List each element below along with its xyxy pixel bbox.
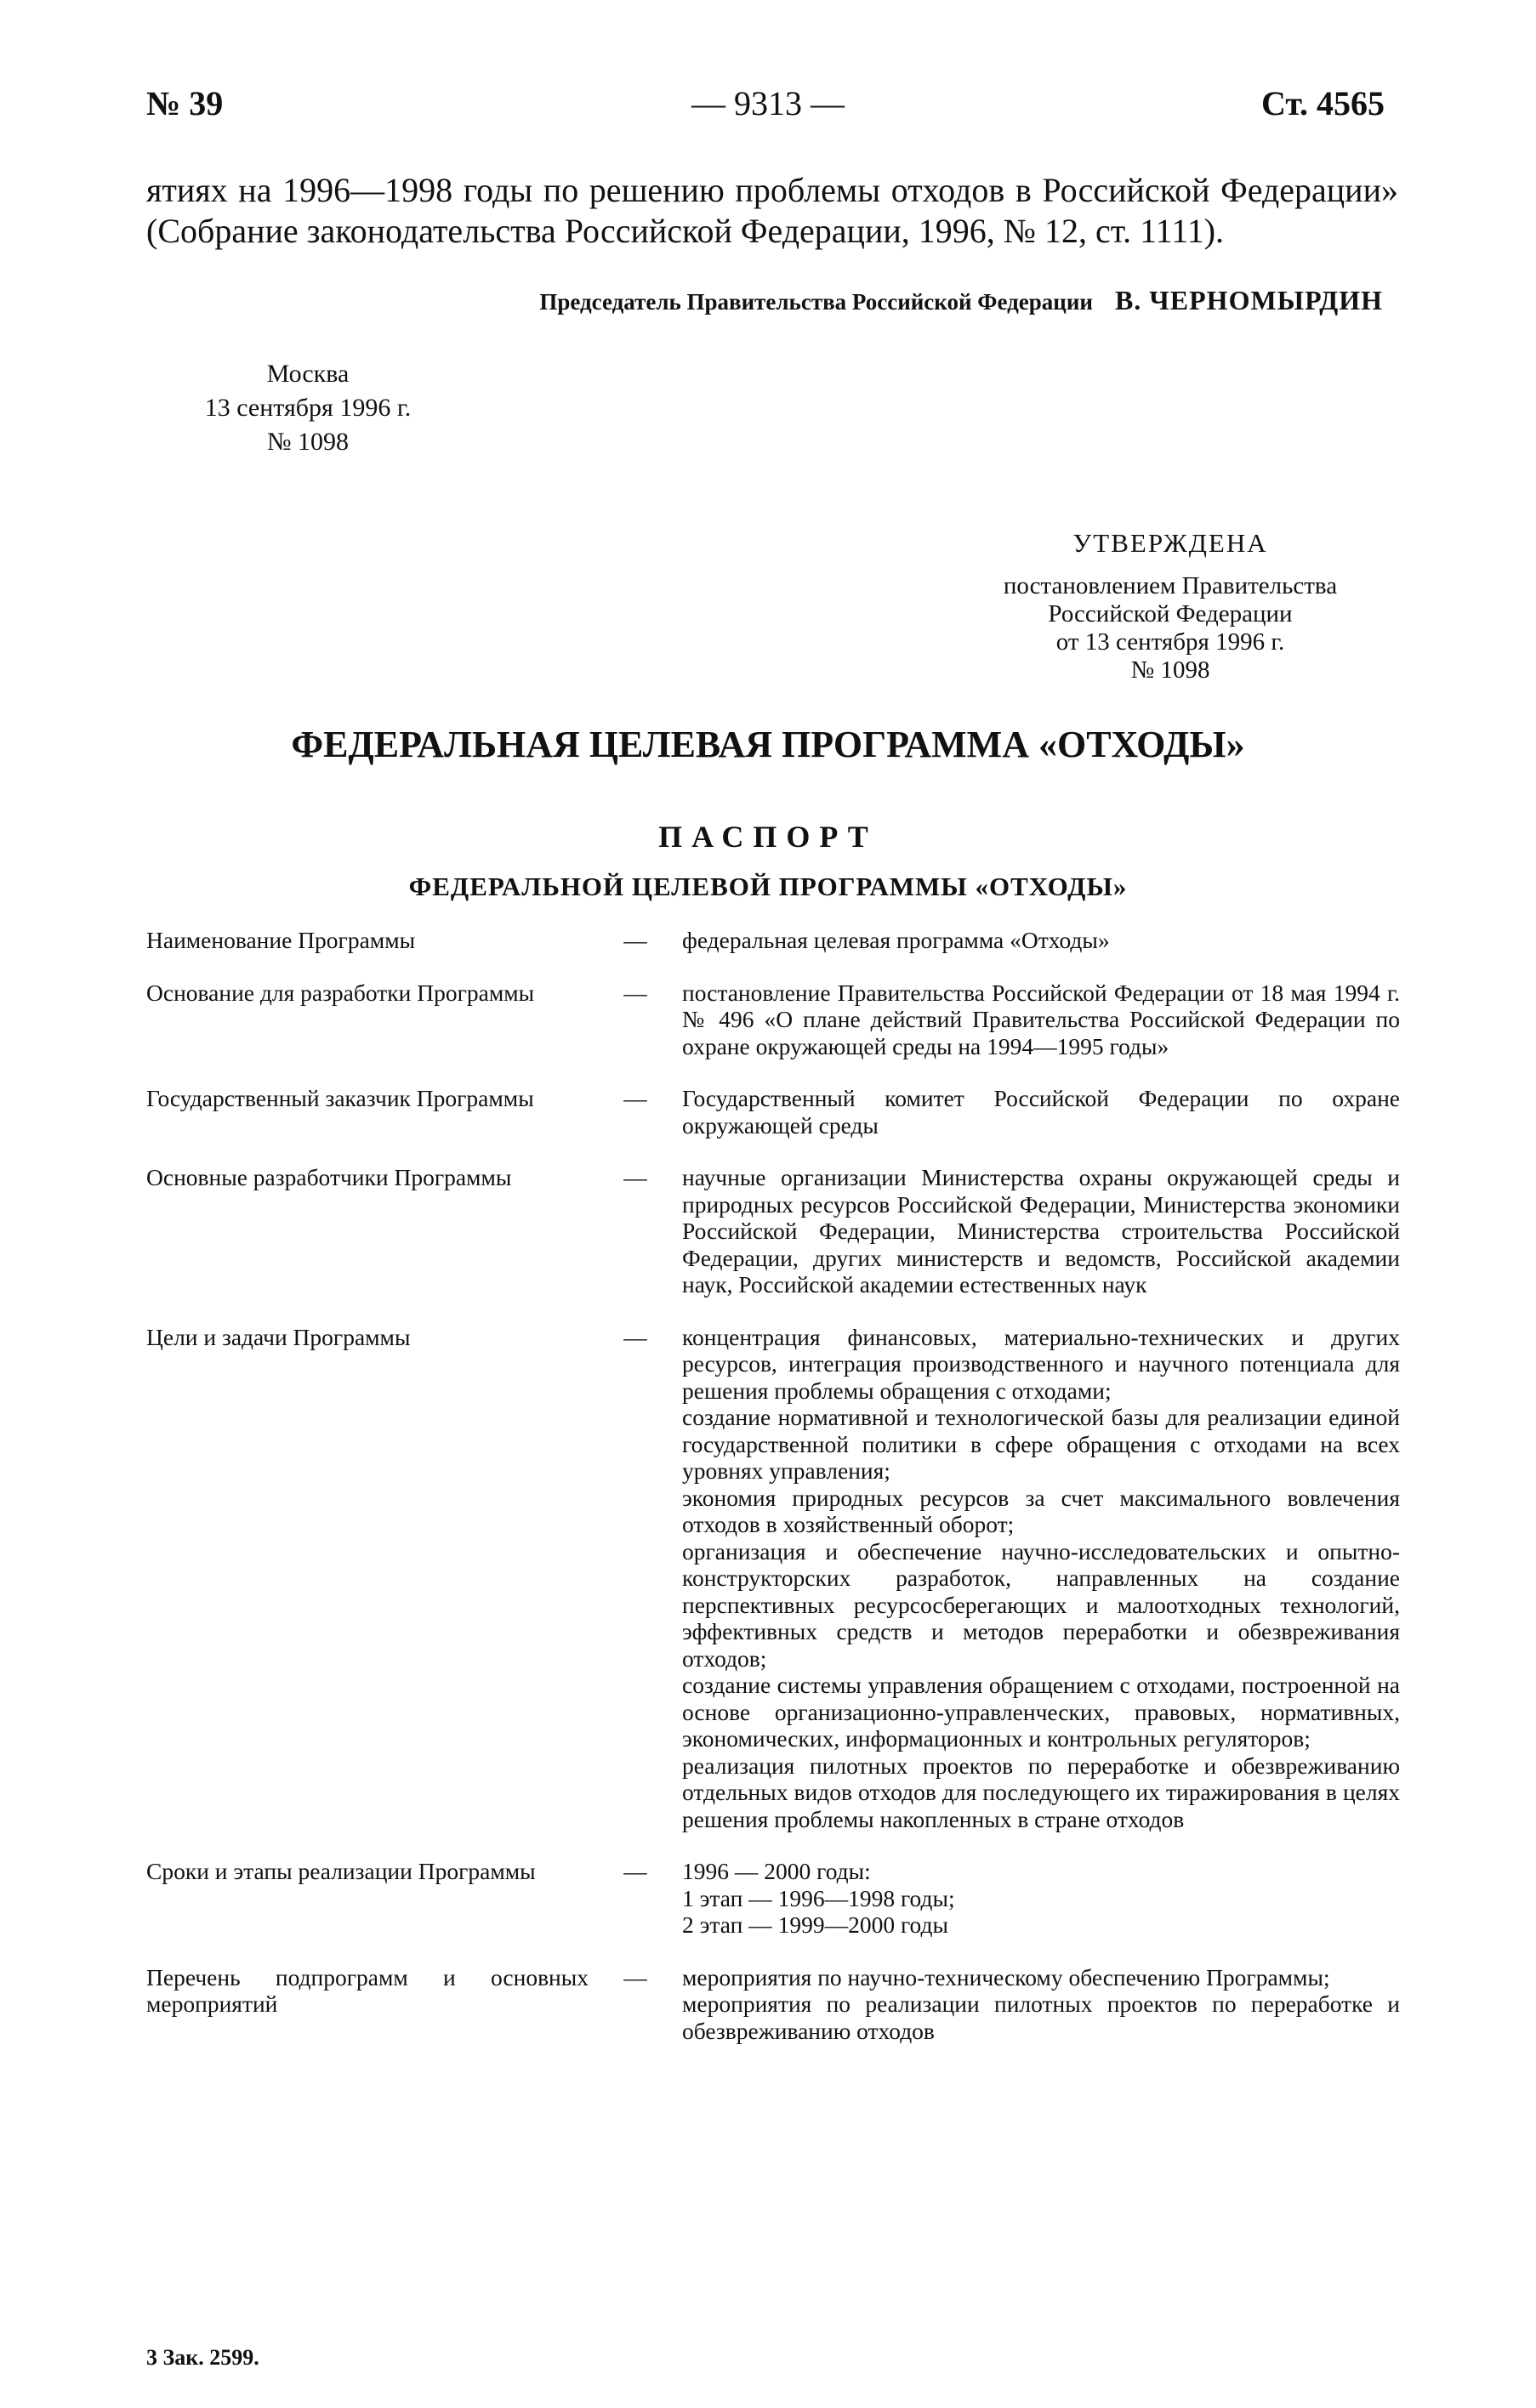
approval-line: постановлением Правительства bbox=[1003, 572, 1338, 599]
passport-row-value bbox=[682, 1164, 1400, 1298]
passport-row bbox=[146, 1324, 1400, 1833]
passport-value-paragraph: Государственный комитет Российской Федерации по охране окружающей среды bbox=[682, 1085, 1400, 1139]
passport-value-paragraph: постановление Правительства Российской Федерации от 18 мая 1994 г. № 496 «О плане действий Правительства Российской Федерации по охране окружающей среды на 1994—1995 годы» bbox=[682, 979, 1400, 1059]
passport-row-value bbox=[682, 927, 1400, 954]
passport-title: ПАСПОРТ bbox=[658, 820, 878, 854]
passport-row-label: Государственный заказчик Программы bbox=[146, 1085, 534, 1111]
page-number: — 9313 — bbox=[691, 84, 845, 122]
passport-value-paragraph: федеральная целевая программа «Отходы» bbox=[682, 927, 1110, 953]
passport-row bbox=[146, 1085, 1400, 1139]
passport-row-dash: — bbox=[623, 927, 647, 953]
passport-value-paragraph: 1 этап — 1996—1998 годы; bbox=[682, 1884, 955, 1911]
passport-row-dash: — bbox=[623, 979, 647, 1006]
approval-stamp bbox=[949, 529, 1391, 684]
passport-row-dash: — bbox=[623, 1085, 647, 1111]
passport-value-paragraph: концентрация финансовых, материально-технических и других ресурсов, интеграция производственного и научного потенциала для решения проблемы обращения с отходами; bbox=[682, 1323, 1400, 1404]
passport-row-label: Основание для разработки Программы bbox=[146, 979, 535, 1006]
passport-value-paragraph: создание системы управления обращением с отходами, построенной на основе организационно-управленческих, правовых, нормативных, экономических, информационных и контрольных регуляторов; bbox=[682, 1672, 1400, 1752]
passport-row bbox=[146, 1858, 1400, 1939]
passport-row-label: Сроки и этапы реализации Программы bbox=[146, 1858, 536, 1884]
passport-subtitle: ФЕДЕРАЛЬНОЙ ЦЕЛЕВОЙ ПРОГРАММЫ «ОТХОДЫ» bbox=[408, 872, 1128, 901]
passport-row-dash: — bbox=[623, 1963, 647, 1991]
passport-row-dash: — bbox=[623, 1858, 647, 1884]
print-order-footer: 3 Зак. 2599. bbox=[146, 2345, 259, 2370]
signature-position: Председатель Правительства Российской Федерации bbox=[539, 289, 1093, 315]
signature bbox=[539, 285, 1383, 316]
passport-row-dash: — bbox=[623, 1323, 647, 1350]
issue-number: № 39 bbox=[146, 84, 224, 122]
passport-row-value bbox=[682, 1964, 1400, 2045]
passport-row-label: Наименование Программы bbox=[146, 927, 416, 953]
passport-table bbox=[146, 927, 1400, 2070]
decree-number: № 1098 bbox=[266, 428, 350, 456]
passport-row-value bbox=[682, 1324, 1400, 1833]
passport-row bbox=[146, 927, 1400, 954]
passport-value-paragraph: создание нормативной и технологической базы для реализации единой государственной политики в сфере обращения с отходами на всех уровнях управления; bbox=[682, 1404, 1400, 1484]
passport-value-paragraph: научные организации Министерства охраны окружающей среды и природных ресурсов Российской Федерации, Министерства экономики Российской Федерации, Министерства строительства Российской Федерации, других министерств и ведомств, Российской академии наук, Российской академии естественных наук bbox=[682, 1164, 1400, 1298]
passport-row-value bbox=[682, 1085, 1400, 1139]
passport-row-label: Основные разработчики Программы bbox=[146, 1164, 512, 1190]
passport-value-paragraph: 2 этап — 1999—2000 годы bbox=[682, 1911, 948, 1938]
passport-value-paragraph: экономия природных ресурсов за счет максимального вовлечения отходов в хозяйственный оборот; bbox=[682, 1484, 1400, 1537]
approval-line: Российской Федерации bbox=[1048, 600, 1293, 628]
place-date-block bbox=[180, 357, 435, 459]
intro-text: ятиях на 1996—1998 годы по решению проблемы отходов в Российской Федерации» (Собрание законодательства Российской Федерации, 1996, № 12, ст. 1111). bbox=[146, 171, 1398, 250]
program-title: ФЕДЕРАЛЬНАЯ ЦЕЛЕВАЯ ПРОГРАММА «ОТХОДЫ» bbox=[291, 724, 1245, 765]
date: 13 сентября 1996 г. bbox=[204, 394, 412, 422]
article-number: Ст. 4565 bbox=[1261, 84, 1385, 122]
city: Москва bbox=[266, 360, 350, 388]
approval-line: от 13 сентября 1996 г. bbox=[1055, 628, 1285, 656]
passport-value-paragraph: мероприятия по научно-техническому обеспечению Программы; bbox=[682, 1963, 1330, 1991]
passport-value-paragraph: реализация пилотных проектов по переработке и обезвреживанию отдельных видов отходов для последующего их тиражирования в целях решения проблемы накопленных в стране отходов bbox=[682, 1752, 1400, 1832]
passport-row-value bbox=[682, 980, 1400, 1060]
passport-row bbox=[146, 1164, 1400, 1298]
approval-title: УТВЕРЖДЕНА bbox=[1072, 528, 1268, 558]
passport-row-label: Цели и задачи Программы bbox=[146, 1323, 411, 1350]
approval-line: № 1098 bbox=[1130, 656, 1210, 684]
passport-row bbox=[146, 1964, 1400, 2045]
passport-row-value bbox=[682, 1858, 1400, 1939]
passport-row-dash: — bbox=[623, 1164, 647, 1190]
passport-value-paragraph: 1996 — 2000 годы: bbox=[682, 1858, 871, 1884]
signature-name: В. ЧЕРНОМЫРДИН bbox=[1114, 285, 1383, 315]
passport-value-paragraph: мероприятия по реализации пилотных проектов по переработке и обезвреживанию отходов bbox=[682, 1991, 1400, 2044]
passport-row-label: Перечень подпрограмм и основных мероприятий bbox=[146, 1963, 589, 2017]
passport-value-paragraph: организация и обеспечение научно-исследовательских и опытно-конструкторских разработок, направленных на создание перспективных ресурсосберегающих и малоотходных технологий, эффективных средств и методов переработки и обезвреживания отходов; bbox=[682, 1537, 1400, 1672]
passport-row bbox=[146, 980, 1400, 1060]
